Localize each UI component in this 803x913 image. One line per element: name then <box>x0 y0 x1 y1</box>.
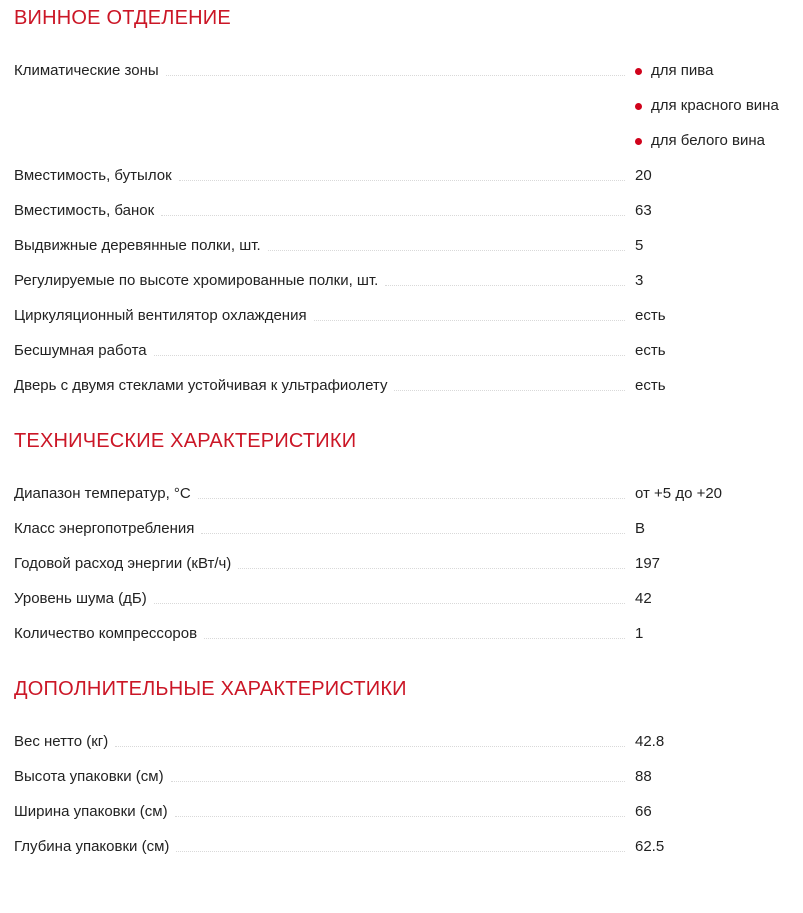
spec-label: Выдвижные деревянные полки, шт. <box>14 237 261 254</box>
spec-row-silent-operation <box>14 342 787 360</box>
spec-row-net-weight <box>14 733 787 751</box>
spec-row-chrome-shelves <box>14 272 787 290</box>
spec-label: Бесшумная работа <box>14 342 147 359</box>
spec-value <box>635 62 787 80</box>
dotted-leader <box>154 355 625 356</box>
spec-label: Климатические зоны <box>14 62 159 79</box>
dotted-leader <box>385 285 625 286</box>
bullet-icon <box>635 68 642 75</box>
spec-value: 3 <box>635 272 644 289</box>
spec-label: Глубина упаковки (см) <box>14 838 170 855</box>
spec-row-climate-zones-item <box>14 97 787 115</box>
bullet-value: для белого вина <box>651 132 765 149</box>
dotted-leader <box>204 638 625 639</box>
spec-value: В <box>635 520 646 537</box>
spec-label: Вместимость, банок <box>14 202 155 219</box>
spec-value: 42 <box>635 590 652 607</box>
dotted-leader <box>394 390 625 391</box>
spec-row-climate-zones <box>14 62 787 80</box>
spec-label: Дверь с двумя стеклами устойчивая к ультрафиолету <box>14 377 388 394</box>
spec-value: есть <box>635 377 666 394</box>
section-technical <box>14 431 787 643</box>
spec-label: Диапазон температур, °С <box>14 485 191 502</box>
dotted-leader <box>176 851 625 852</box>
dotted-leader <box>268 250 625 251</box>
spec-row-energy-class <box>14 520 787 538</box>
spec-row-annual-energy <box>14 555 787 573</box>
spec-row-bottle-capacity <box>14 167 787 185</box>
spec-value: 88 <box>635 768 652 785</box>
spec-value: от +5 до +20 <box>635 485 723 502</box>
spec-value: 62.5 <box>635 838 665 855</box>
spec-label: Циркуляционный вентилятор охлаждения <box>14 307 307 324</box>
spec-value: 42.8 <box>635 733 665 750</box>
spec-label: Вес нетто (кг) <box>14 733 109 750</box>
spec-label: Ширина упаковки (см) <box>14 803 168 820</box>
spec-value: есть <box>635 342 666 359</box>
bullet-icon <box>635 138 642 145</box>
dotted-leader <box>115 746 625 747</box>
dotted-leader <box>161 215 625 216</box>
spec-value: 197 <box>635 555 661 572</box>
spec-row-temperature-range <box>14 485 787 503</box>
dotted-leader <box>238 568 625 569</box>
spec-value: 66 <box>635 803 652 820</box>
spec-value: 1 <box>635 625 644 642</box>
spec-label: Годовой расход энергии (кВт/ч) <box>14 555 232 572</box>
spec-value: 63 <box>635 202 652 219</box>
spec-value: 5 <box>635 237 644 254</box>
section-title: ВИННОЕ ОТДЕЛЕНИЕ <box>14 7 231 29</box>
dotted-leader <box>179 180 625 181</box>
spec-value: есть <box>635 307 666 324</box>
spec-value <box>635 97 787 115</box>
dotted-leader <box>154 603 625 604</box>
spec-value: 20 <box>635 167 652 184</box>
section-title: ТЕХНИЧЕСКИЕ ХАРАКТЕРИСТИКИ <box>14 430 357 452</box>
section-title: ДОПОЛНИТЕЛЬНЫЕ ХАРАКТЕРИСТИКИ <box>14 678 407 700</box>
bullet-icon <box>635 103 642 110</box>
spec-row-circulation-fan <box>14 307 787 325</box>
spec-row-noise-level <box>14 590 787 608</box>
spec-row-wooden-shelves <box>14 237 787 255</box>
bullet-value: для пива <box>651 62 714 79</box>
dotted-leader <box>198 498 625 499</box>
spec-row-uv-door <box>14 377 787 395</box>
dotted-leader <box>201 533 625 534</box>
spec-label: Высота упаковки (см) <box>14 768 164 785</box>
dotted-leader <box>314 320 625 321</box>
spec-value <box>635 132 787 150</box>
spec-row-climate-zones-item <box>14 132 787 150</box>
spec-label: Уровень шума (дБ) <box>14 590 147 607</box>
bullet-value: для красного вина <box>651 97 779 114</box>
spec-row-package-width <box>14 803 787 821</box>
spec-row-compressors <box>14 625 787 643</box>
spec-row-package-height <box>14 768 787 786</box>
spec-label: Вместимость, бутылок <box>14 167 172 184</box>
dotted-leader <box>175 816 625 817</box>
spec-label: Количество компрессоров <box>14 625 198 642</box>
spec-row-can-capacity <box>14 202 787 220</box>
spec-label: Класс энергопотребления <box>14 520 195 537</box>
section-additional <box>14 679 787 856</box>
dotted-leader <box>166 75 625 76</box>
spec-label: Регулируемые по высоте хромированные полки, шт. <box>14 272 379 289</box>
dotted-leader <box>171 781 625 782</box>
section-wine-compartment <box>14 8 787 395</box>
spec-row-package-depth <box>14 838 787 856</box>
